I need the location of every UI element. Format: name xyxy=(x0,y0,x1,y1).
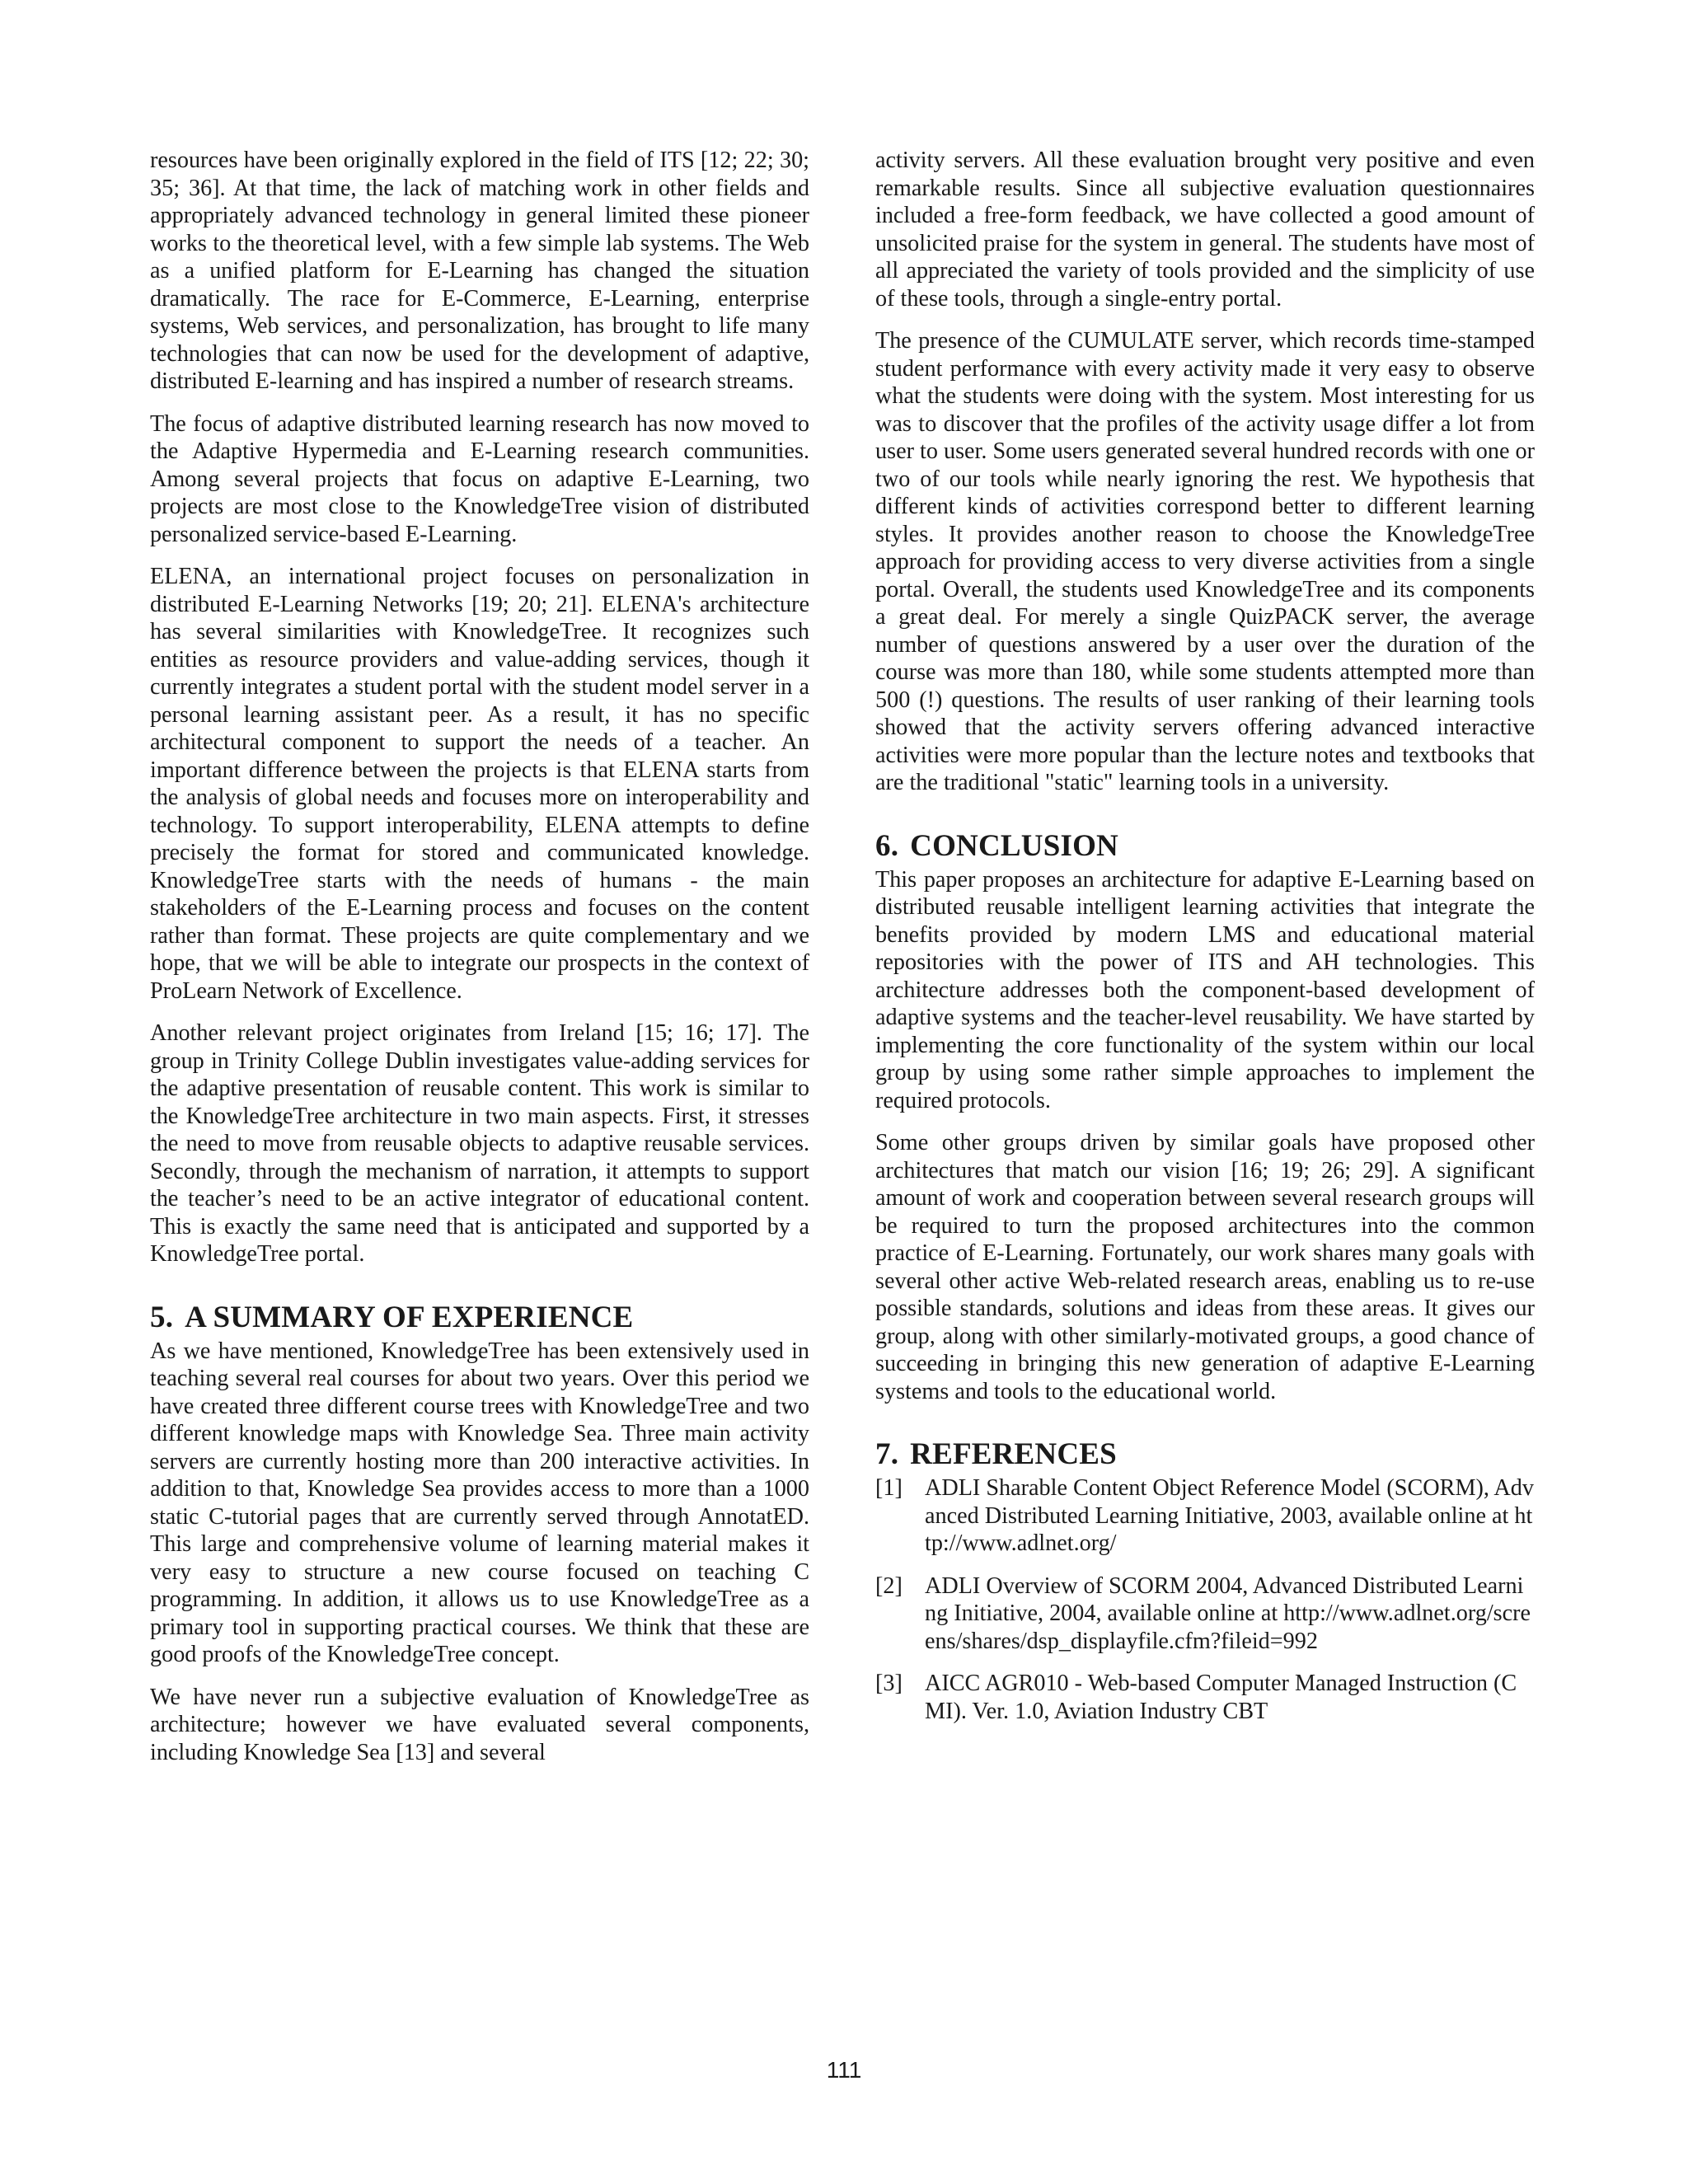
section-title: CONCLUSION xyxy=(910,828,1118,863)
paragraph: The presence of the CUMULATE server, which records time-stamped student performance with every activity made it very easy to observe what the students were doing with the system. Most interesting for us was to discover that the profiles of the activity usage differ a lot from user to user. Some users generated several hundred records with one or two of our tools while nearly ignoring the rest. We hypothesis that different kinds of activities correspond better to different learning styles. It provides another reason to choose the KnowledgeTree approach for providing access to very diverse activities from a single portal. Overall, the students used KnowledgeTree and its components a great deal. For merely a single QuizPACK server, the average number of questions answered by a user over the duration of the course was more than 180, while some students attempted more than 500 (!) questions. The results of user ranking of their learning tools showed that the activity servers offering advanced interactive activities were more popular than the lecture notes and textbooks that are the traditional "static" learning tools in a university. xyxy=(875,328,1535,795)
left-column xyxy=(150,147,809,1781)
paragraph: activity servers. All these evaluation brought very positive and even remarkable results. Since all subjective evaluation questionnaires included a free-form feedback, we have collected a good amount of unsolicited praise for the system in general. The students have most of all appreciated the variety of tools provided and the simplicity of use of these tools, through a single-entry portal. xyxy=(875,148,1535,312)
paragraph: As we have mentioned, KnowledgeTree has been extensively used in teaching several real courses for about two years. Over this period we have created three different course trees with KnowledgeTree and two different knowledge maps with Knowledge Sea. Three main activity servers are currently hosting more than 200 interactive activities. In addition to that, Knowledge Sea provides access to more than a 1000 static C-tutorial pages that are currently served through AnnotatED. This large and comprehensive volume of learning material makes it very easy to structure a new course focused on teaching C programming. In addition, it allows us to use KnowledgeTree as a primary tool in supporting practical courses. We think that these are good proofs of the KnowledgeTree concept. xyxy=(150,1338,809,1667)
paragraph: This paper proposes an architecture for adaptive E-Learning based on distributed reusable intelligent learning activities that integrate the benefits provided by modern LMS and educational material repositories with the power of ITS and AH technologies. This architecture addresses both the component-based development of adaptive systems and the teacher-level reusability. We have started by implementing the core functionality of the system within our local group by using some rather simple approaches to implement the required protocols. xyxy=(875,866,1535,1113)
section-number: 5. xyxy=(150,1300,174,1334)
reference-list xyxy=(875,1474,1535,1725)
reference-text: AICC AGR010 - Web-based Computer Managed Instruction (CMI). Ver. 1.0, Aviation Industry CBT xyxy=(925,1671,1517,1724)
section-heading-summary-of-experience xyxy=(150,1300,809,1336)
page-number: 111 xyxy=(826,2057,862,2083)
paragraph: resources have been originally explored in the field of ITS [12; 22; 30; 35; 36]. At that time, the lack of matching work in other fields and appropriately advanced technology in general limited these pioneer works to the theoretical level, with a few simple lab systems. The Web as a unified platform for E-Learning has changed the situation dramatically. The race for E-Commerce, E-Learning, enterprise systems, Web services, and personalization, has brought to life many technologies that can now be used for the development of adaptive, distributed E-learning and has inspired a number of research streams. xyxy=(150,148,809,394)
paragraph: ELENA, an international project focuses on personalization in distributed E-Learning Networks [19; 20; 21]. ELENA's architecture has several similarities with KnowledgeTree. It recognizes such entities as resource providers and value-adding services, though it currently integrates a student portal with the student model server in a personal learning assistant peer. As a result, it has no specific architectural component to support the needs of a teacher. An important difference between the projects is that ELENA starts from the analysis of global needs and focuses more on interoperability and technology. To support interoperability, ELENA attempts to define precisely the format for stored and communicated knowledge. KnowledgeTree starts with the needs of humans - the main stakeholders of the E-Learning process and focuses on the content rather than format. These projects are quite complementary and we hope, that we will be able to integrate our prospects in the context of ProLearn Network of Excellence. xyxy=(150,564,809,1004)
reference-text: ADLI Overview of SCORM 2004, Advanced Distributed Learning Initiative, 2004, available online at http://www.adlnet.org/screens/shares/dsp_displayfile.cfm?fileid=992 xyxy=(925,1572,1531,1654)
section-title: REFERENCES xyxy=(910,1437,1117,1471)
right-column xyxy=(875,147,1535,1740)
paragraph: Some other groups driven by similar goals have proposed other architectures that match our vision [16; 19; 26; 29]. A significant amount of work and cooperation between several research groups will be required to turn the proposed architectures into the common practice of E-Learning. Fortunately, our work shares many goals with several other active Web-related research areas, enabling us to re-use possible standards, solutions and ideas from these areas. It gives our group, along with other similarly-motivated groups, a good chance of succeeding in bringing this new generation of adaptive E-Learning systems and tools to the educational world. xyxy=(875,1130,1535,1404)
reference-item xyxy=(875,1572,1535,1656)
paragraph: We have never run a subjective evaluation of KnowledgeTree as architecture; however we have evaluated several components, including Knowledge Sea [13] and several xyxy=(150,1684,809,1765)
paragraph: Another relevant project originates from Ireland [15; 16; 17]. The group in Trinity College Dublin investigates value-adding services for the adaptive presentation of reusable content. This work is similar to the KnowledgeTree architecture in two main aspects. First, it stresses the need to move from reusable objects to adaptive reusable services. Secondly, through the mechanism of narration, it attempts to support the teacher’s need to be an active integrator of educational content. This is exactly the same need that is anticipated and supported by a KnowledgeTree portal. xyxy=(150,1020,809,1267)
section-number: 6. xyxy=(875,828,899,863)
reference-number: [1] xyxy=(875,1475,903,1501)
reference-item xyxy=(875,1474,1535,1558)
section-number: 7. xyxy=(875,1437,899,1471)
reference-item xyxy=(875,1670,1535,1725)
reference-number: [3] xyxy=(875,1671,903,1696)
section-heading-conclusion xyxy=(875,828,1535,865)
section-heading-references xyxy=(875,1436,1535,1473)
paragraph: The focus of adaptive distributed learning research has now moved to the Adaptive Hypermedia and E-Learning research communities. Among several projects that focus on adaptive E-Learning, two projects are most close to the KnowledgeTree vision of distributed personalized service-based E-Learning. xyxy=(150,410,809,547)
section-title: A SUMMARY OF EXPERIENCE xyxy=(185,1300,634,1334)
reference-number: [2] xyxy=(875,1572,903,1599)
reference-text: ADLI Sharable Content Object Reference Model (SCORM), Advanced Distributed Learning Initiative, 2003, available online at http://www.adlnet.org/ xyxy=(925,1475,1534,1556)
